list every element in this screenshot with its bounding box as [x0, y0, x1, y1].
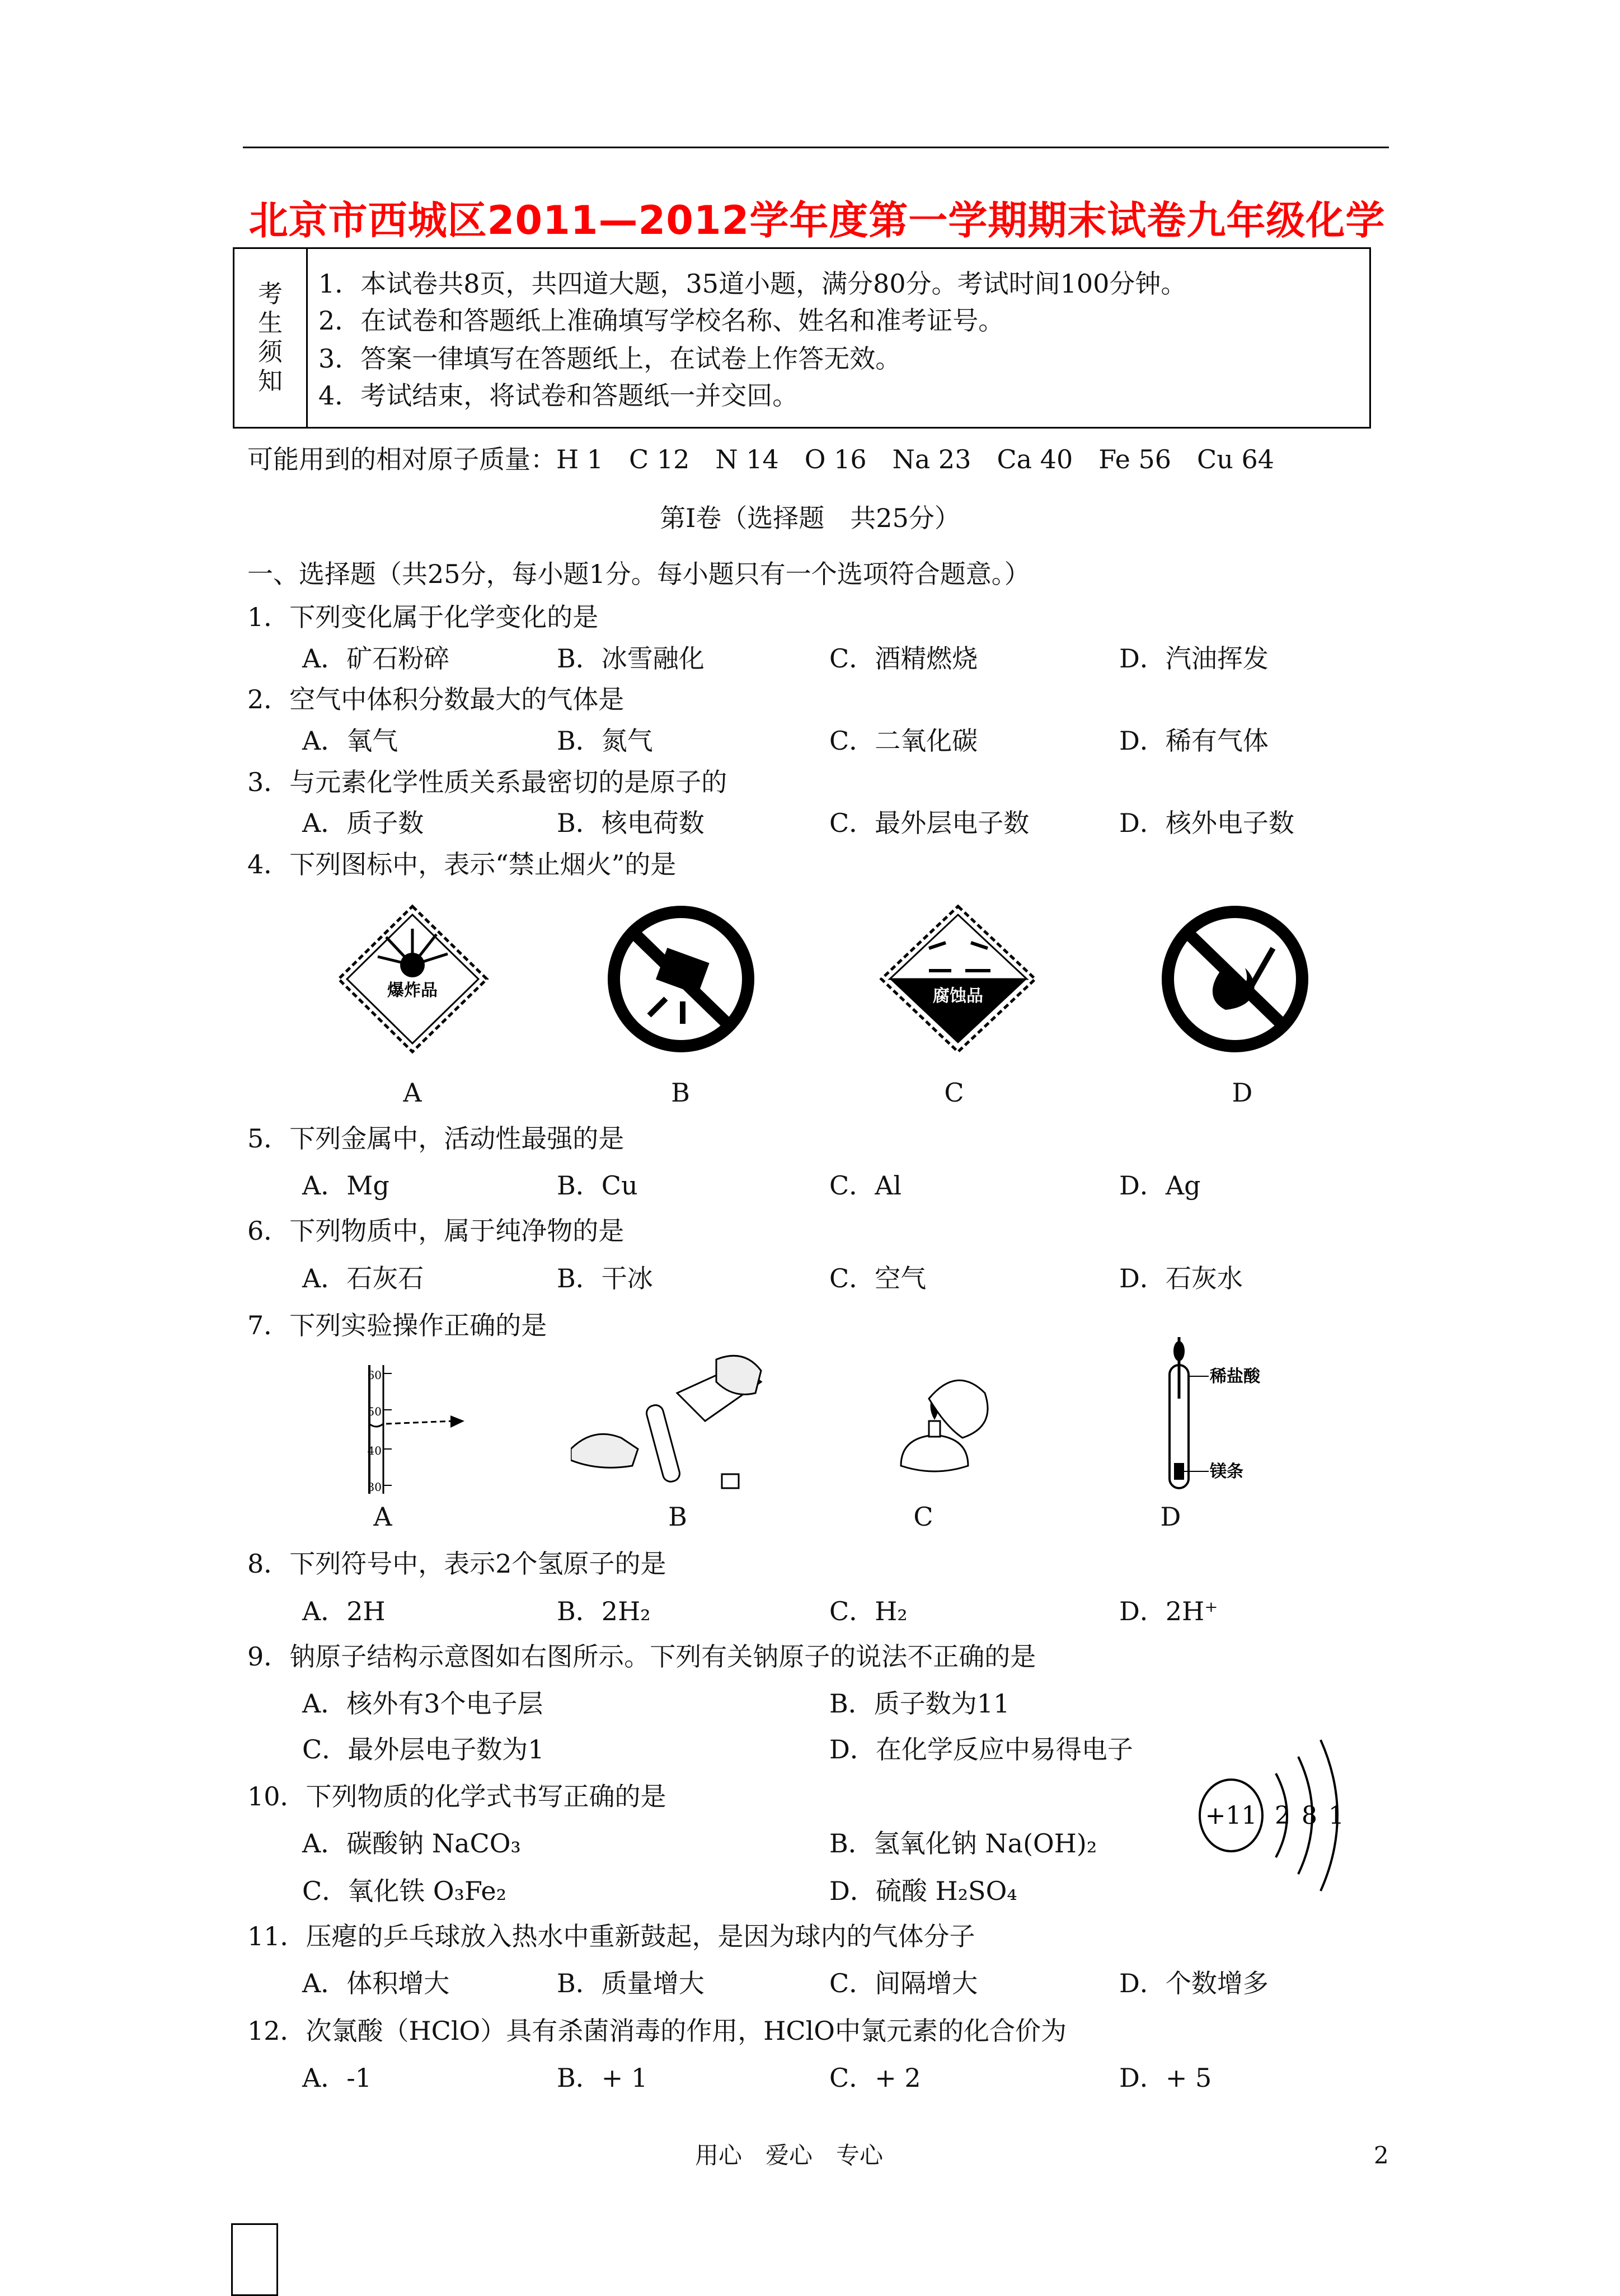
- answer-option: A．核外有3个电子层: [302, 1688, 543, 1719]
- answer-option: C．+ 2: [829, 2063, 921, 2093]
- notice-label-char: 须: [258, 338, 283, 366]
- no-explosives-sign-icon: [604, 904, 758, 1055]
- notice-box: [233, 247, 1371, 429]
- page-corner-box: [231, 2223, 278, 2296]
- question-stem: 10．下列物质的化学式书写正确的是: [247, 1781, 666, 1812]
- question-stem: 4．下列图标中，表示“禁止烟火”的是: [247, 849, 677, 879]
- answer-option: C．间隔增大: [829, 1968, 978, 1998]
- sodium-atom-diagram: [1186, 1734, 1354, 1897]
- answer-option: A．2H: [302, 1596, 386, 1626]
- question-stem: 1．下列变化属于化学变化的是: [247, 602, 599, 632]
- answer-option: C．空气: [829, 1263, 927, 1293]
- atomic-masses: 可能用到的相对原子质量：H 1 C 12 N 14 O 16 Na 23 Ca 40 Fe 56 Cu 64: [247, 444, 1274, 474]
- answer-option: D．在化学反应中易得电子: [829, 1734, 1133, 1765]
- answer-option: B．+ 1: [557, 2063, 648, 2093]
- answer-option: D．汽油挥发: [1119, 643, 1269, 674]
- notice-item: 4．考试结束，将试卷和答题纸一并交回。: [318, 380, 799, 411]
- answer-option: B．2H₂: [557, 1596, 651, 1626]
- notice-label-char: 生: [258, 309, 283, 337]
- atom-shell-count: 2: [1275, 1801, 1290, 1830]
- exam-title: 北京市西城区2011—2012学年度第一学期期末试卷九年级化学: [248, 197, 1386, 243]
- alcohol-lamp-icon: [879, 1354, 1002, 1494]
- graduated-cylinder-icon: [353, 1359, 476, 1499]
- question-stem: 3．与元素化学性质关系最密切的是原子的: [247, 767, 727, 797]
- figure-label: B: [668, 1502, 687, 1532]
- answer-option: D．+ 5: [1119, 2063, 1212, 2093]
- answer-option: B．冰雪融化: [557, 643, 705, 674]
- no-fire-sign-icon: [1158, 904, 1312, 1055]
- corrosive-sign-icon: [879, 904, 1038, 1055]
- answer-option: B．质子数为11: [829, 1688, 1010, 1719]
- figure-label: C: [944, 1078, 964, 1108]
- tube-label-magnesium: 镁条: [1210, 1462, 1243, 1481]
- explosive-sign-icon: [336, 904, 490, 1055]
- notice-label-char: 知: [258, 367, 283, 396]
- answer-option: D．Ag: [1119, 1170, 1201, 1201]
- answer-option: D．稀有气体: [1119, 726, 1269, 756]
- figure-label: B: [671, 1078, 690, 1108]
- pouring-liquid-icon: [571, 1348, 772, 1494]
- answer-option: B．核电荷数: [557, 808, 705, 838]
- answer-option: A．-1: [302, 2063, 372, 2093]
- answer-option: D．硫酸 H₂SO₄: [829, 1876, 1017, 1906]
- figure-label: A: [373, 1502, 392, 1532]
- answer-option: C．最外层电子数: [829, 808, 1030, 838]
- explosive-sign-text: 爆炸品: [387, 981, 438, 1000]
- question-stem: 2．空气中体积分数最大的气体是: [247, 684, 624, 714]
- answer-option: D．核外电子数: [1119, 808, 1294, 838]
- answer-option: C．Al: [829, 1170, 902, 1201]
- answer-option: D．2H⁺: [1119, 1596, 1218, 1626]
- notice-item: 3．答案一律填写在答题纸上，在试卷上作答无效。: [318, 344, 901, 374]
- answer-option: C．二氧化碳: [829, 726, 978, 756]
- answer-option: A．矿石粉碎: [302, 643, 450, 674]
- figure-label: C: [913, 1502, 933, 1532]
- cylinder-tick: 40: [367, 1444, 382, 1457]
- atom-nucleus: +11: [1205, 1801, 1257, 1830]
- notice-label: [234, 249, 308, 427]
- corrosive-sign-text: 腐蚀品: [933, 986, 983, 1006]
- answer-option: B．氢氧化钠 Na(OH)₂: [829, 1828, 1097, 1859]
- answer-option: A．石灰石: [302, 1263, 424, 1293]
- answer-option: B．质量增大: [557, 1968, 705, 1998]
- notice-item: 2．在试卷和答题纸上准确填写学校名称、姓名和准考证号。: [318, 305, 1004, 336]
- header-rule: [243, 147, 1389, 148]
- question-stem: 7．下列实验操作正确的是: [247, 1310, 547, 1340]
- answer-option: A．体积增大: [302, 1968, 450, 1998]
- page-number: 2: [1374, 2142, 1389, 2169]
- figure-label: D: [1160, 1502, 1181, 1532]
- answer-option: A．Mg: [302, 1170, 389, 1201]
- cylinder-tick: 60: [367, 1368, 382, 1382]
- cylinder-tick: 30: [367, 1480, 382, 1494]
- figure-label: A: [403, 1078, 422, 1108]
- question-stem: 5．下列金属中，活动性最强的是: [247, 1123, 624, 1154]
- tube-label-acid: 稀盐酸: [1210, 1367, 1260, 1386]
- question-stem: 11．压瘪的乒乓球放入热水中重新鼓起，是因为球内的气体分子: [247, 1921, 975, 1951]
- section-title: 第Ⅰ卷（选择题 共25分）: [660, 503, 960, 533]
- atom-shell-count: 8: [1302, 1801, 1317, 1830]
- answer-option: A．氧气: [302, 726, 398, 756]
- notice-item: 1．本试卷共8页，共四道大题，35道小题，满分80分。考试时间100分钟。: [318, 269, 1187, 299]
- answer-option: C．氧化铁 O₃Fe₂: [302, 1876, 507, 1906]
- question-stem: 12．次氯酸（HClO）具有杀菌消毒的作用，HClO中氯元素的化合价为: [247, 2016, 1067, 2046]
- answer-option: B．干冰: [557, 1263, 653, 1293]
- atom-shell-count: 1: [1328, 1801, 1344, 1830]
- notice-label-char: 考: [258, 280, 283, 308]
- cylinder-tick: 50: [367, 1405, 382, 1418]
- section-intro: 一、选择题（共25分，每小题1分。每小题只有一个选项符合题意。）: [247, 559, 1030, 589]
- answer-option: C．酒精燃烧: [829, 643, 978, 674]
- answer-option: C．H₂: [829, 1596, 908, 1626]
- answer-option: A．质子数: [302, 808, 424, 838]
- question-stem: 9．钠原子结构示意图如右图所示。下列有关钠原子的说法不正确的是: [247, 1641, 1036, 1672]
- test-tube-icon: [1147, 1337, 1293, 1499]
- question-stem: 6．下列物质中，属于纯净物的是: [247, 1216, 624, 1246]
- answer-option: D．石灰水: [1119, 1263, 1243, 1293]
- answer-option: C．最外层电子数为1: [302, 1734, 544, 1765]
- figure-label: D: [1232, 1078, 1253, 1108]
- answer-option: B．Cu: [557, 1170, 638, 1201]
- question-stem: 8．下列符号中，表示2个氢原子的是: [247, 1549, 666, 1579]
- answer-option: A．碳酸钠 NaCO₃: [302, 1828, 521, 1859]
- answer-option: D．个数增多: [1119, 1968, 1269, 1998]
- footer-motto: 用心 爱心 专心: [695, 2142, 884, 2169]
- answer-option: B．氮气: [557, 726, 653, 756]
